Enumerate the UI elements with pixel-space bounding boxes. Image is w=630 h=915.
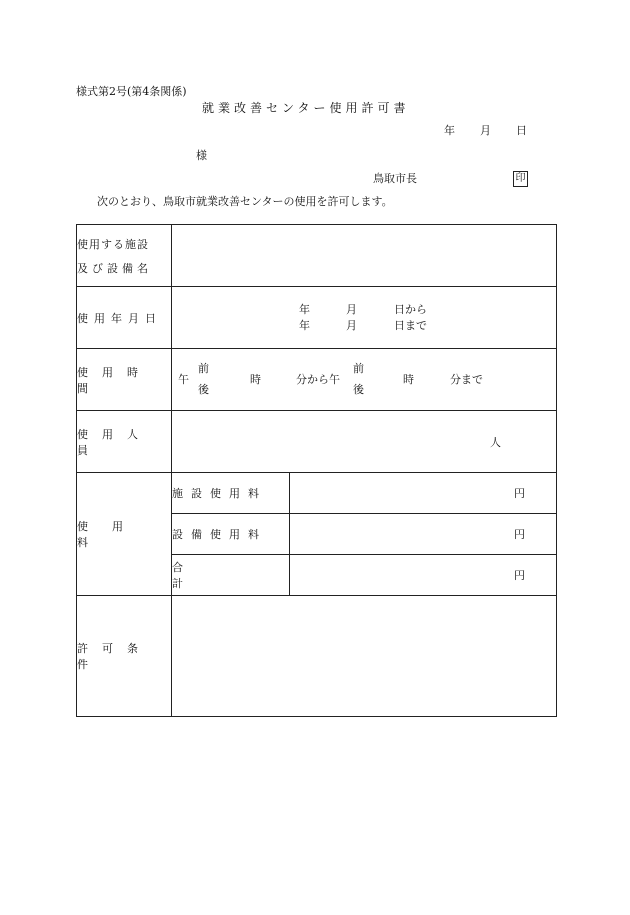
document-title: 就業改善センター使用許可書	[202, 101, 410, 115]
time-start-minute: 分から午	[296, 373, 340, 386]
total-fee-value[interactable]	[290, 555, 557, 596]
facility-label-line-2: 及び設備名	[77, 261, 152, 275]
time-start-noon: 午	[178, 373, 189, 386]
people-value[interactable]	[172, 411, 557, 473]
fee-label	[77, 473, 172, 596]
time-start-pm: 後	[198, 383, 209, 396]
time-end-hour: 時	[403, 373, 414, 386]
time-value[interactable]	[172, 349, 557, 411]
time-row	[77, 349, 557, 411]
seal-mark: 印	[513, 171, 528, 187]
addressee-suffix: 様	[196, 149, 207, 162]
equipment-fee-value[interactable]	[290, 514, 557, 555]
period-label	[77, 287, 172, 349]
time-label	[77, 349, 172, 411]
date-year: 年	[444, 124, 455, 137]
people-unit: 人	[490, 436, 501, 449]
time-label-text: 使用時間	[77, 365, 152, 395]
people-row	[77, 411, 557, 473]
period-from-year: 年	[299, 303, 310, 316]
conditions-value[interactable]	[172, 596, 557, 717]
period-row	[77, 287, 557, 349]
facility-value[interactable]	[172, 225, 557, 287]
period-to-month: 月	[346, 319, 357, 332]
date-month: 月	[480, 124, 491, 137]
facility-label	[77, 225, 172, 287]
facility-fee-label	[172, 473, 290, 514]
equipment-fee-label	[172, 514, 290, 555]
period-from-month: 月	[346, 303, 357, 316]
facility-fee-value[interactable]	[290, 473, 557, 514]
conditions-label-text: 許可条件	[77, 642, 152, 671]
facility-fee-label-text: 施設使用料	[172, 487, 267, 500]
period-value[interactable]	[172, 287, 557, 349]
total-fee-label	[172, 555, 290, 596]
total-fee-label-text: 合計	[172, 561, 259, 590]
period-from-day: 日から	[394, 303, 427, 316]
conditions-label	[77, 596, 172, 717]
period-label-text: 使用年月日	[77, 311, 162, 325]
time-end-pm: 後	[353, 383, 364, 396]
equipment-fee-label-text: 設備使用料	[172, 528, 267, 541]
time-start-hour: 時	[250, 373, 261, 386]
time-end-minute: 分まで	[450, 373, 483, 386]
period-to-day: 日まで	[394, 319, 427, 332]
facility-label-line-1: 使用する施設	[77, 237, 149, 251]
people-label-text: 使用人員	[77, 427, 152, 457]
period-to-year: 年	[299, 319, 310, 332]
time-end-am: 前	[353, 362, 364, 375]
equipment-fee-yen: 円	[514, 528, 525, 541]
total-fee-yen: 円	[514, 569, 525, 582]
facility-fee-yen: 円	[514, 487, 525, 500]
fee-label-text: 使用料	[77, 520, 147, 549]
form-number: 様式第2号(第4条関係)	[76, 85, 187, 98]
conditions-row	[77, 596, 557, 717]
date-day: 日	[516, 124, 527, 137]
facility-fee-row	[77, 473, 557, 514]
permit-table	[76, 224, 557, 717]
people-label	[77, 411, 172, 473]
facility-row	[77, 225, 557, 287]
intro-text: 次のとおり、鳥取市就業改善センターの使用を許可します。	[97, 195, 393, 208]
issuer-name: 鳥取市長	[373, 172, 417, 185]
time-start-am: 前	[198, 362, 209, 375]
